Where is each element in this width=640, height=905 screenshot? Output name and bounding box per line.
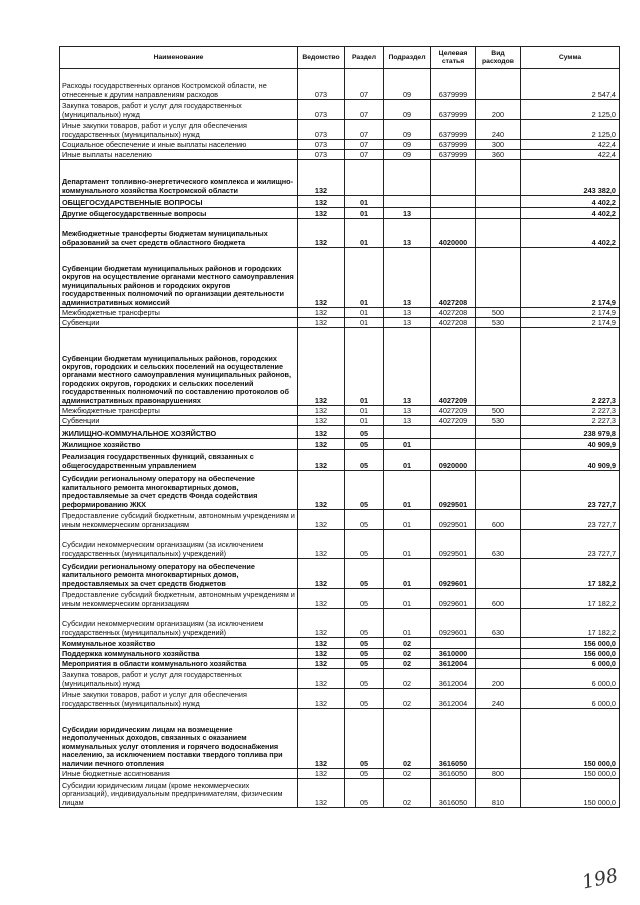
row-subsection: 02 [384,779,431,808]
row-target-article [431,638,476,649]
table-row [60,100,620,120]
table-row [60,219,620,248]
row-amount: 422,4 [521,140,620,150]
row-subsection: 13 [384,308,431,318]
row-name: Предоставление субсидий бюджетным, автономным учреждениям и иным некоммерческим организациям [60,510,298,530]
row-name: Иные закупки товаров, работ и услуг для обеспечения государственных (муниципальных) нужд [60,120,298,140]
row-name: Субсидии юридическим лицам (кроме некоммерческих организаций), индивидуальным предпринимателям, физическим лицам [60,779,298,808]
row-subsection: 09 [384,120,431,140]
row-subsection: 01 [384,589,431,609]
row-target-article: 4027208 [431,248,476,308]
row-amount: 17 182,2 [521,609,620,638]
row-subsection: 01 [384,530,431,559]
row-name: ОБЩЕГОСУДАРСТВЕННЫЕ ВОПРОСЫ [60,196,298,208]
row-subsection: 01 [384,471,431,510]
row-subsection: 13 [384,208,431,219]
row-section: 01 [345,416,384,426]
row-department: 073 [298,150,345,160]
row-expense-type: 200 [476,669,521,689]
row-name: Социальное обеспечение и иные выплаты населению [60,140,298,150]
table-row [60,559,620,589]
row-department: 132 [298,160,345,196]
row-expense-type [476,638,521,649]
row-department: 132 [298,769,345,779]
row-department: 132 [298,248,345,308]
table-row [60,530,620,559]
table-row [60,779,620,808]
row-name: Департамент топливно-энергетического комплекса и жилищно-коммунального хозяйства Костромской области [60,160,298,196]
table-row [60,609,620,638]
row-section: 05 [345,471,384,510]
row-name: Иные бюджетные ассигнования [60,769,298,779]
row-name: Субсидии некоммерческим организациям (за исключением государственных (муниципальных) учреждений) [60,609,298,638]
row-name: Предоставление субсидий бюджетным, автономным учреждениям и иным некоммерческим организациям [60,589,298,609]
row-amount: 17 182,2 [521,559,620,589]
row-name: Поддержка коммунального хозяйства [60,649,298,659]
row-expense-type: 530 [476,318,521,328]
row-section: 05 [345,659,384,669]
row-target-article: 3612004 [431,669,476,689]
row-name: Субсидии некоммерческим организациям (за исключением государственных (муниципальных) учреждений) [60,530,298,559]
row-expense-type: 240 [476,120,521,140]
row-expense-type: 500 [476,406,521,416]
row-subsection: 02 [384,638,431,649]
row-target-article: 3616050 [431,709,476,769]
row-section: 05 [345,510,384,530]
row-expense-type [476,328,521,406]
row-amount: 4 402,2 [521,219,620,248]
row-target-article: 0929601 [431,609,476,638]
row-name: Межбюджетные трансферты [60,406,298,416]
row-amount: 4 402,2 [521,208,620,219]
table-row [60,669,620,689]
row-target-article: 3612004 [431,689,476,709]
row-name: Межбюджетные трансферты бюджетам муниципальных образований за счет средств областного бюджета [60,219,298,248]
table-row [60,589,620,609]
row-expense-type: 630 [476,530,521,559]
table-row [60,406,620,416]
row-section: 05 [345,709,384,769]
table-row [60,689,620,709]
row-subsection [384,196,431,208]
row-department: 132 [298,219,345,248]
table-row [60,416,620,426]
row-section: 01 [345,196,384,208]
row-subsection: 02 [384,669,431,689]
row-subsection: 01 [384,559,431,589]
row-section: 05 [345,669,384,689]
row-amount: 243 382,0 [521,160,620,196]
row-expense-type [476,450,521,471]
row-department: 073 [298,69,345,100]
row-department: 073 [298,120,345,140]
row-department: 073 [298,100,345,120]
row-department: 132 [298,308,345,318]
row-amount: 40 909,9 [521,450,620,471]
row-expense-type: 600 [476,589,521,609]
table-body [60,69,620,808]
row-subsection: 13 [384,318,431,328]
row-amount: 2 174,9 [521,308,620,318]
row-amount: 150 000,0 [521,769,620,779]
row-department: 073 [298,140,345,150]
row-department: 132 [298,779,345,808]
row-target-article [431,160,476,196]
row-subsection: 13 [384,219,431,248]
row-amount: 2 227,3 [521,406,620,416]
row-subsection: 13 [384,416,431,426]
row-expense-type: 810 [476,779,521,808]
row-expense-type [476,208,521,219]
row-expense-type: 240 [476,689,521,709]
row-name: Субвенции [60,318,298,328]
row-subsection [384,426,431,439]
row-section: 05 [345,638,384,649]
table-row [60,120,620,140]
header-section: Раздел [345,47,384,69]
row-subsection: 01 [384,510,431,530]
row-department: 132 [298,416,345,426]
row-subsection: 01 [384,609,431,638]
row-subsection: 13 [384,328,431,406]
row-target-article: 3610000 [431,649,476,659]
row-amount: 23 727,7 [521,530,620,559]
row-expense-type: 200 [476,100,521,120]
row-amount: 4 402,2 [521,196,620,208]
table-row [60,208,620,219]
row-target-article: 4027209 [431,328,476,406]
row-department: 132 [298,426,345,439]
row-amount: 156 000,0 [521,638,620,649]
row-amount: 150 000,0 [521,779,620,808]
row-name: Другие общегосударственные вопросы [60,208,298,219]
table-row [60,69,620,100]
row-subsection: 09 [384,100,431,120]
row-target-article: 6379999 [431,150,476,160]
row-name: Коммунальное хозяйство [60,638,298,649]
header-expense-type: Вид расходов [476,47,521,69]
row-amount: 2 125,0 [521,120,620,140]
row-subsection: 02 [384,709,431,769]
row-target-article: 0929501 [431,471,476,510]
table-row [60,248,620,308]
row-name: Мероприятия в области коммунального хозяйства [60,659,298,669]
row-subsection: 02 [384,659,431,669]
row-expense-type: 530 [476,416,521,426]
row-section: 05 [345,439,384,450]
row-expense-type [476,196,521,208]
row-expense-type [476,709,521,769]
row-target-article: 0920000 [431,450,476,471]
row-target-article [431,208,476,219]
table-row [60,510,620,530]
row-target-article [431,426,476,439]
row-name: ЖИЛИЩНО-КОММУНАЛЬНОЕ ХОЗЯЙСТВО [60,426,298,439]
row-target-article: 6379999 [431,69,476,100]
row-section: 01 [345,248,384,308]
row-section: 07 [345,100,384,120]
row-target-article [431,439,476,450]
row-section: 07 [345,69,384,100]
table-row [60,160,620,196]
row-amount: 422,4 [521,150,620,160]
row-subsection: 01 [384,439,431,450]
row-target-article: 0929601 [431,559,476,589]
table-row [60,426,620,439]
table-row [60,659,620,669]
row-section: 01 [345,318,384,328]
row-section: 05 [345,589,384,609]
row-expense-type [476,649,521,659]
row-expense-type [476,439,521,450]
row-name: Реализация государственных функций, связанных с общегосударственным управлением [60,450,298,471]
row-amount: 23 727,7 [521,510,620,530]
page-number: 198 [580,864,621,894]
row-department: 132 [298,589,345,609]
row-amount: 2 547,4 [521,69,620,100]
row-department: 132 [298,649,345,659]
row-expense-type [476,426,521,439]
row-section: 01 [345,219,384,248]
row-amount: 6 000,0 [521,689,620,709]
row-amount: 2 227,3 [521,416,620,426]
row-expense-type: 630 [476,609,521,638]
row-section: 07 [345,120,384,140]
row-expense-type [476,69,521,100]
row-amount: 17 182,2 [521,589,620,609]
table-row [60,196,620,208]
row-target-article: 0929601 [431,589,476,609]
row-name: Жилищное хозяйство [60,439,298,450]
row-subsection: 13 [384,248,431,308]
row-amount: 2 174,9 [521,318,620,328]
row-amount: 2 174,9 [521,248,620,308]
row-department: 132 [298,439,345,450]
row-amount: 6 000,0 [521,669,620,689]
row-department: 132 [298,318,345,328]
row-name: Закупка товаров, работ и услуг для государственных (муниципальных) нужд [60,100,298,120]
row-section: 05 [345,559,384,589]
row-name: Субвенции бюджетам муниципальных районов, городских округов, городских и сельских поселений на осуществление органами местного самоуправления муниципальных районов, городских округов, городских и сельских поселений государственных полномочий по составлению протоколов об административных правонарушениях [60,328,298,406]
row-expense-type [476,160,521,196]
row-target-article: 4027209 [431,406,476,416]
table-row [60,308,620,318]
table-row [60,150,620,160]
row-subsection [384,160,431,196]
row-expense-type: 300 [476,140,521,150]
row-subsection: 09 [384,69,431,100]
row-amount: 40 909,9 [521,439,620,450]
row-target-article [431,196,476,208]
header-subsection: Подраздел [384,47,431,69]
row-subsection: 13 [384,406,431,416]
row-department: 132 [298,450,345,471]
row-name: Субвенции [60,416,298,426]
row-target-article: 4020000 [431,219,476,248]
row-section: 05 [345,689,384,709]
row-department: 132 [298,559,345,589]
row-name: Субсидии юридическим лицам на возмещение недополученных доходов, связанных с оказанием коммунальных услуг отопления и горячего водоснабжения населению, за исключением поставки твердого топлива при наличии печного отопления [60,709,298,769]
row-name: Субсидии региональному оператору на обеспечение капитального ремонта многоквартирных домов, предоставляемые за счет средств Фонда содействия реформированию ЖКХ [60,471,298,510]
row-expense-type: 360 [476,150,521,160]
row-department: 132 [298,510,345,530]
row-amount: 238 979,8 [521,426,620,439]
row-section: 05 [345,609,384,638]
header-amount: Сумма [521,47,620,69]
table-header-row [60,47,620,69]
row-department: 132 [298,208,345,219]
row-expense-type: 500 [476,308,521,318]
header-target-article: Целевая статья [431,47,476,69]
row-target-article: 4027209 [431,416,476,426]
row-amount: 150 000,0 [521,709,620,769]
row-department: 132 [298,609,345,638]
row-subsection: 09 [384,140,431,150]
table-row [60,439,620,450]
row-department: 132 [298,471,345,510]
row-name: Межбюджетные трансферты [60,308,298,318]
table-row [60,140,620,150]
row-department: 132 [298,669,345,689]
row-section: 01 [345,328,384,406]
row-department: 132 [298,659,345,669]
table-row [60,638,620,649]
row-department: 132 [298,638,345,649]
row-name: Субсидии региональному оператору на обеспечение капитального ремонта многоквартирных домов, предоставляемых за счет средств бюджетов [60,559,298,589]
row-section: 05 [345,649,384,659]
row-amount: 2 125,0 [521,100,620,120]
row-subsection: 01 [384,450,431,471]
header-department: Ведомство [298,47,345,69]
row-amount: 23 727,7 [521,471,620,510]
row-department: 132 [298,689,345,709]
row-section: 07 [345,150,384,160]
row-expense-type [476,248,521,308]
row-target-article: 6379999 [431,140,476,150]
row-section: 05 [345,450,384,471]
table-row [60,769,620,779]
row-section: 01 [345,308,384,318]
row-department: 132 [298,709,345,769]
row-name: Расходы государственных органов Костромской области, не отнесенные к другим направлениям расходов [60,69,298,100]
row-amount: 6 000,0 [521,659,620,669]
table-row [60,709,620,769]
row-target-article: 0929501 [431,510,476,530]
row-department: 132 [298,328,345,406]
row-section: 05 [345,426,384,439]
row-target-article: 3612004 [431,659,476,669]
row-name: Иные закупки товаров, работ и услуг для обеспечения государственных (муниципальных) нужд [60,689,298,709]
row-target-article: 3616050 [431,769,476,779]
row-expense-type [476,471,521,510]
row-target-article: 0929501 [431,530,476,559]
row-expense-type [476,559,521,589]
row-subsection: 09 [384,150,431,160]
row-expense-type: 600 [476,510,521,530]
row-target-article: 4027208 [431,318,476,328]
row-subsection: 02 [384,649,431,659]
row-expense-type: 800 [476,769,521,779]
row-section: 05 [345,530,384,559]
row-section: 01 [345,208,384,219]
row-target-article: 3616050 [431,779,476,808]
table-row [60,328,620,406]
row-section: 05 [345,769,384,779]
row-target-article: 6379999 [431,120,476,140]
table-row [60,471,620,510]
row-section: 05 [345,779,384,808]
header-name: Наименование [60,47,298,69]
row-subsection: 02 [384,769,431,779]
row-section: 07 [345,140,384,150]
row-target-article: 4027208 [431,308,476,318]
budget-table [59,46,620,808]
row-section: 01 [345,406,384,416]
row-department: 132 [298,406,345,416]
row-name: Иные выплаты населению [60,150,298,160]
row-amount: 156 000,0 [521,649,620,659]
row-name: Закупка товаров, работ и услуг для государственных (муниципальных) нужд [60,669,298,689]
row-department: 132 [298,530,345,559]
row-subsection: 02 [384,689,431,709]
table-row [60,649,620,659]
row-expense-type [476,219,521,248]
row-section [345,160,384,196]
table-row [60,318,620,328]
row-target-article: 6379999 [431,100,476,120]
row-amount: 2 227,3 [521,328,620,406]
row-department: 132 [298,196,345,208]
row-expense-type [476,659,521,669]
table-row [60,450,620,471]
row-name: Субвенции бюджетам муниципальных районов и городских округов на осуществление органами местного самоуправления муниципальных районов и городских округов государственных полномочий по организации деятельности административных комиссий [60,248,298,308]
